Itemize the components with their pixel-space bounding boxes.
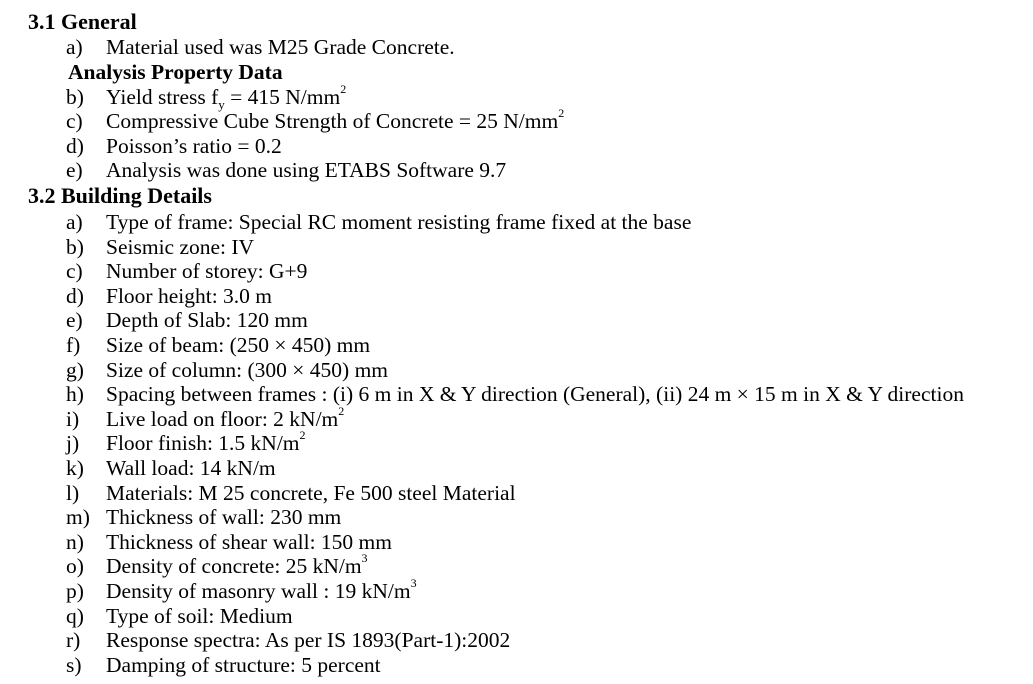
- list-marker: c): [66, 109, 83, 133]
- list-item-text: Poisson’s ratio = 0.2: [106, 134, 282, 158]
- list-marker: f): [66, 333, 81, 357]
- list-item-text: [106, 428, 306, 456]
- list-item-text: [106, 530, 392, 554]
- text-fragment: Materials: M 25 concrete, Fe 500 steel Material: [106, 480, 516, 505]
- text-fragment: Type of frame: Special RC moment resisting frame fixed at the base: [106, 210, 692, 234]
- list-item: [66, 284, 1026, 308]
- list-item-text: [106, 505, 341, 529]
- text-fragment: Floor finish: 1.5 kN/m: [106, 431, 300, 456]
- text-fragment: Size of column: (300 × 450) mm: [106, 357, 389, 382]
- list-item-text: [106, 235, 254, 259]
- text-fragment: Number of storey: G+9: [106, 259, 308, 284]
- list-marker: e): [66, 308, 83, 333]
- list-item-text: [106, 628, 510, 652]
- list-item-text: Material used was M25 Grade Concrete.: [106, 35, 455, 59]
- list-marker: r): [66, 628, 81, 653]
- subscript: y: [218, 97, 225, 112]
- list-item: [66, 210, 1026, 234]
- list-item-text: [106, 259, 307, 283]
- section-heading-building-details: 3.2 Building Details: [28, 183, 212, 208]
- list-item-text: [106, 382, 964, 406]
- text-fragment: Thickness of shear wall: 150 mm: [106, 529, 393, 554]
- text-fragment: Size of beam: (250 × 450) mm: [106, 333, 371, 357]
- list-marker: i): [66, 406, 80, 431]
- list-item-text: [106, 106, 565, 133]
- list-item: [66, 428, 1026, 456]
- list-marker: k): [66, 456, 84, 480]
- list-marker: a): [66, 210, 83, 234]
- list-item: [66, 653, 1026, 677]
- list-marker: p): [66, 579, 84, 603]
- text-fragment: Compressive Cube Strength of Concrete = 25 N/mm: [106, 109, 559, 133]
- list-marker: j): [66, 431, 80, 456]
- list-item-text: [106, 308, 308, 332]
- list-item: [66, 456, 1026, 480]
- list-marker: d): [66, 134, 84, 158]
- list-marker: b): [66, 234, 84, 259]
- list-marker: e): [66, 158, 83, 182]
- text-fragment: Damping of structure: 5 percent: [106, 652, 381, 677]
- list-item: [66, 35, 1026, 59]
- text-fragment: Response spectra: As per IS 1893(Part-1):2002: [106, 628, 511, 653]
- list-item: [66, 481, 1026, 505]
- text-fragment: Type of soil: Medium: [106, 603, 293, 628]
- list-item: [66, 106, 1026, 133]
- list-item: [66, 158, 1026, 182]
- text-fragment: Depth of Slab: 120 mm: [106, 308, 308, 333]
- list-item-text: [106, 551, 368, 579]
- list-item-text: [106, 333, 370, 357]
- text-fragment: Floor height: 3.0 m: [106, 283, 273, 308]
- text-fragment: = 415 N/mm: [224, 85, 341, 109]
- list-item: [66, 403, 1026, 431]
- list-item: [66, 235, 1026, 259]
- list-marker: l): [66, 480, 80, 505]
- superscript: 2: [340, 82, 347, 96]
- list-item: [66, 82, 1026, 112]
- list-marker: o): [66, 554, 84, 579]
- list-item-text: [106, 653, 381, 677]
- list-item: [66, 333, 1026, 357]
- list-marker: m): [66, 505, 90, 530]
- text-fragment: Yield stress f: [106, 85, 219, 109]
- list-marker: q): [66, 603, 84, 628]
- superscript: 2: [299, 428, 306, 443]
- list-marker: a): [66, 35, 83, 59]
- list-marker: d): [66, 283, 84, 308]
- list-item-text: [106, 456, 276, 480]
- list-marker: h): [66, 382, 84, 407]
- list-item: [66, 358, 1026, 382]
- list-item: [66, 628, 1026, 652]
- text-fragment: Density of masonry wall : 19 kN/m: [106, 579, 411, 603]
- list-item: [66, 604, 1026, 628]
- superscript: 3: [361, 551, 368, 566]
- list-item: [66, 551, 1026, 579]
- list-item: [66, 530, 1026, 554]
- list-item-text: [106, 481, 516, 505]
- list-item: [66, 308, 1026, 332]
- text-fragment: Seismic zone: IV: [106, 234, 255, 259]
- list-item-text: [106, 403, 345, 431]
- list-item: [66, 505, 1026, 529]
- superscript: 2: [338, 403, 345, 418]
- superscript: 3: [410, 576, 417, 590]
- text-fragment: Density of concrete: 25 kN/m: [106, 554, 362, 579]
- superscript: 2: [558, 106, 565, 120]
- section-heading-general: 3.1 General: [28, 9, 137, 34]
- list-item-text: [106, 576, 417, 603]
- list-item: [66, 576, 1026, 603]
- list-item-text: Analysis was done using ETABS Software 9.7: [106, 158, 507, 182]
- list-marker: b): [66, 85, 84, 109]
- list-item-text: [106, 604, 293, 628]
- list-marker: s): [66, 652, 82, 677]
- list-item: [66, 134, 1026, 158]
- list-item-text: [106, 210, 691, 234]
- list-marker: c): [66, 259, 83, 284]
- text-fragment: Live load on floor: 2 kN/m: [106, 406, 339, 431]
- list-item: [66, 259, 1026, 283]
- list-item-text: [106, 82, 347, 112]
- list-marker: n): [66, 529, 84, 554]
- text-fragment: Spacing between frames : (i) 6 m in X & Y direction (General), (ii) 24 m × 15 m in X & Y direction: [106, 382, 964, 407]
- text-fragment: Wall load: 14 kN/m: [106, 456, 276, 480]
- list-item: [66, 382, 1026, 406]
- list-marker: g): [66, 357, 84, 382]
- text-fragment: Thickness of wall: 230 mm: [106, 505, 342, 530]
- list-item-text: [106, 284, 272, 308]
- list-item-text: [106, 358, 388, 382]
- subheading-analysis-property-data: Analysis Property Data: [68, 60, 283, 84]
